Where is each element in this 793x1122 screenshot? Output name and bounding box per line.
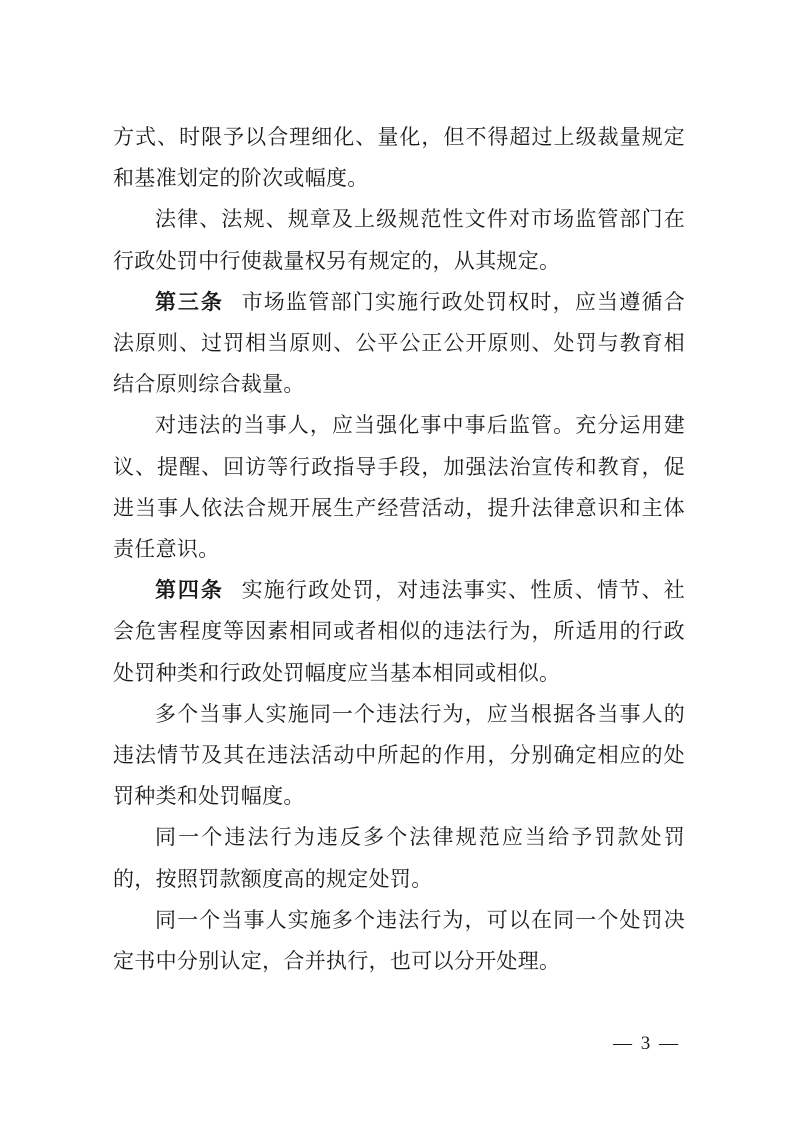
article-3-label: 第三条: [155, 290, 224, 314]
paragraph-text: 方式、时限予以合理细化、量化，但不得超过上级裁量规定和基准划定的阶次或幅度。: [113, 125, 685, 191]
paragraph-text: 实施行政处罚，对违法事实、性质、情节、社会危害程度等因素相同或者相似的违法行为，所适用的行政处罚种类和行政处罚幅度应当基本相同或相似。: [113, 578, 685, 685]
paragraph-text: 对违法的当事人，应当强化事中事后监管。充分运用建议、提醒、回访等行政指导手段，加强法治宣传和教育，促进当事人依法合规开展生产经营活动，提升法律意识和主体责任意识。: [113, 413, 685, 562]
document-body: [113, 117, 685, 982]
paragraph-multiple-violations: [113, 900, 685, 982]
paragraph-other-regulations: [113, 199, 685, 281]
paragraph-text: 同一个违法行为违反多个法律规范应当给予罚款处罚的，按照罚款额度高的规定处罚。: [113, 825, 685, 891]
paragraph-supervision-guidance: [113, 405, 685, 570]
article-4-label: 第四条: [155, 579, 224, 603]
paragraph-text: 市场监管部门实施行政处罚权时，应当遵循合法原则、过罚相当原则、公平公正公开原则、处罚与教育相结合原则综合裁量。: [113, 289, 685, 397]
paragraph-multiple-norms: [113, 817, 685, 899]
paragraph-continuation: [113, 117, 685, 199]
paragraph-text: 法律、法规、规章及上级规范性文件对市场监管部门在行政处罚中行使裁量权另有规定的，从其规定。: [113, 207, 685, 273]
paragraph-article-4: [113, 570, 685, 694]
page-number: — 3 —: [613, 1033, 680, 1054]
paragraph-text: 同一个当事人实施多个违法行为，可以在同一个处罚决定书中分别认定，合并执行，也可以分开处理。: [113, 907, 685, 974]
paragraph-text: 多个当事人实施同一个违法行为，应当根据各当事人的违法情节及其在违法活动中所起的作用，分别确定相应的处罚种类和处罚幅度。: [113, 701, 685, 809]
paragraph-multiple-parties: [113, 694, 685, 818]
paragraph-article-3: [113, 282, 685, 406]
